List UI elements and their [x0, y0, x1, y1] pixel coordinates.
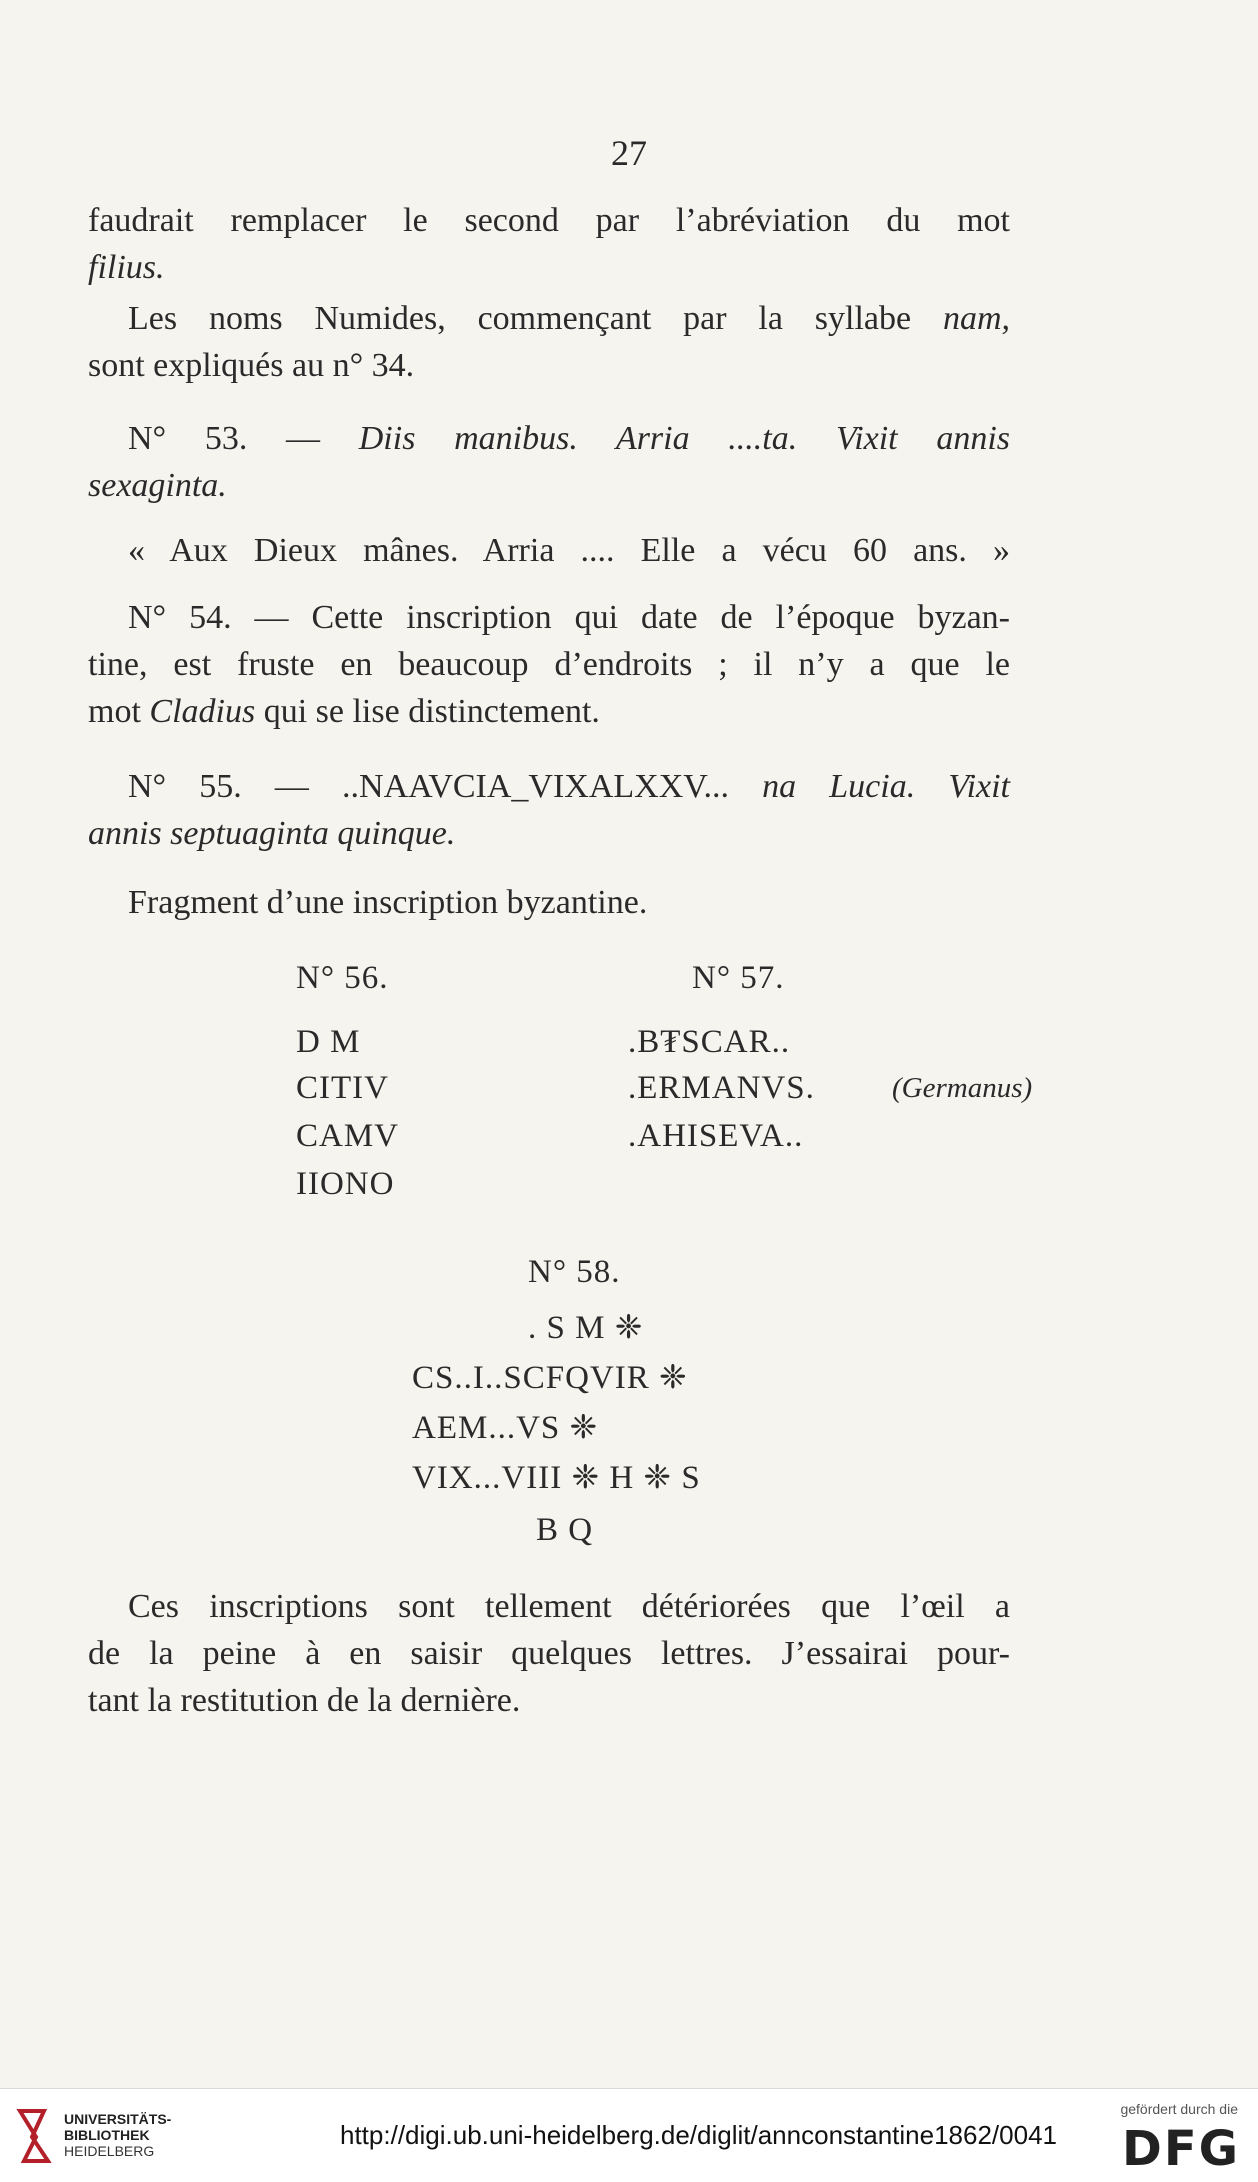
inscription-56-line: IIONO	[296, 1166, 395, 1202]
paragraph-2	[88, 296, 1010, 390]
inscription-56-line: CITIV	[296, 1070, 389, 1106]
para5-line3b: qui se lise distinctement.	[255, 692, 600, 730]
para1-line1: faudrait remplacer le second par l’abréviation du mot	[88, 202, 1010, 239]
inscription-57-line: .ERMANVS.	[628, 1070, 815, 1106]
inscription-58-title: N° 58.	[528, 1254, 621, 1290]
para5-line3a: mot	[88, 692, 150, 730]
para5-italic: Cladius	[149, 692, 256, 730]
inscription-58-line: CS..I..SCFQVIR ❈	[412, 1360, 688, 1396]
inscription-58-line: . S M ❈	[528, 1310, 644, 1346]
paragraph-6	[88, 764, 1010, 858]
para2-italic: nam,	[942, 300, 1010, 337]
library-name	[64, 2111, 171, 2159]
para6-italic-1: na Lucia. Vixit	[762, 768, 1010, 805]
source-url-link[interactable]: http://digi.ub.uni-heidelberg.de/diglit/annconstantine1862/0041	[340, 2120, 1057, 2150]
para6-num: N° 55. — ..NAAVCIA_VIXALXXV...	[128, 768, 763, 805]
para6-italic-2: annis septuaginta quinque.	[88, 814, 456, 852]
page-number: 27	[611, 133, 647, 173]
para7-line: Fragment d’une inscription byzantine.	[128, 884, 648, 921]
para8-line3: tant la restitution de la dernière.	[88, 1681, 521, 1719]
para3-num: N° 53. —	[128, 420, 359, 457]
inscription-57-title: N° 57.	[692, 960, 785, 996]
paragraph-3	[88, 416, 1010, 510]
paragraph-5	[88, 595, 1010, 736]
paragraph-7	[88, 880, 1010, 927]
para1-line2: filius.	[88, 248, 165, 286]
dfg-label: gefördert durch die	[1120, 2101, 1238, 2117]
para2-line1: Les noms Numides, commençant par la syllabe	[128, 300, 943, 337]
university-library-logo-icon	[14, 2107, 54, 2165]
footer-bar	[0, 2088, 1258, 2182]
dfg-logo-icon: DFG	[1121, 2121, 1240, 2177]
inscription-57-gloss: (Germanus)	[892, 1072, 1033, 1104]
para5-line2: tine, est fruste en beaucoup d’endroits ; il n’y a que le	[88, 645, 1010, 683]
paragraph-1	[88, 198, 1010, 292]
inscription-58-line: AEM...VS ❈	[412, 1410, 599, 1446]
paragraph-8	[88, 1584, 1010, 1725]
inscription-56-line: CAMV	[296, 1118, 400, 1154]
inscription-57-line: .AHISEVA..	[628, 1118, 804, 1154]
inscription-57-line: .B₮SCAR..	[628, 1024, 791, 1060]
library-name-line1: UNIVERSITÄTS-	[64, 2111, 172, 2127]
inscription-56-title: N° 56.	[296, 960, 389, 996]
library-name-line3: HEIDELBERG	[64, 2143, 155, 2159]
para3-italic-1: Diis manibus. Arria ....ta. Vixit annis	[358, 420, 1010, 457]
para3-italic-2: sexaginta.	[88, 466, 227, 504]
para8-line1: Ces inscriptions sont tellement détériorées que l’œil a	[128, 1588, 1010, 1625]
para5-line1: N° 54. — Cette inscription qui date de l’époque byzan-	[128, 599, 1010, 636]
inscription-58-line: B Q	[536, 1512, 594, 1548]
para4-line: « Aux Dieux mânes. Arria .... Elle a vécu 60 ans. »	[128, 532, 1010, 569]
library-name-line2: BIBLIOTHEK	[64, 2127, 150, 2143]
inscription-56-line: D M	[296, 1024, 361, 1060]
para8-line2: de la peine à en saisir quelques lettres. J’essairai pour-	[88, 1634, 1010, 1672]
inscription-58-line: VIX...VIII ❈ H ❈ S	[412, 1460, 701, 1496]
para2-line2: sont expliqués au n° 34.	[88, 346, 415, 384]
paragraph-4	[88, 528, 1010, 575]
